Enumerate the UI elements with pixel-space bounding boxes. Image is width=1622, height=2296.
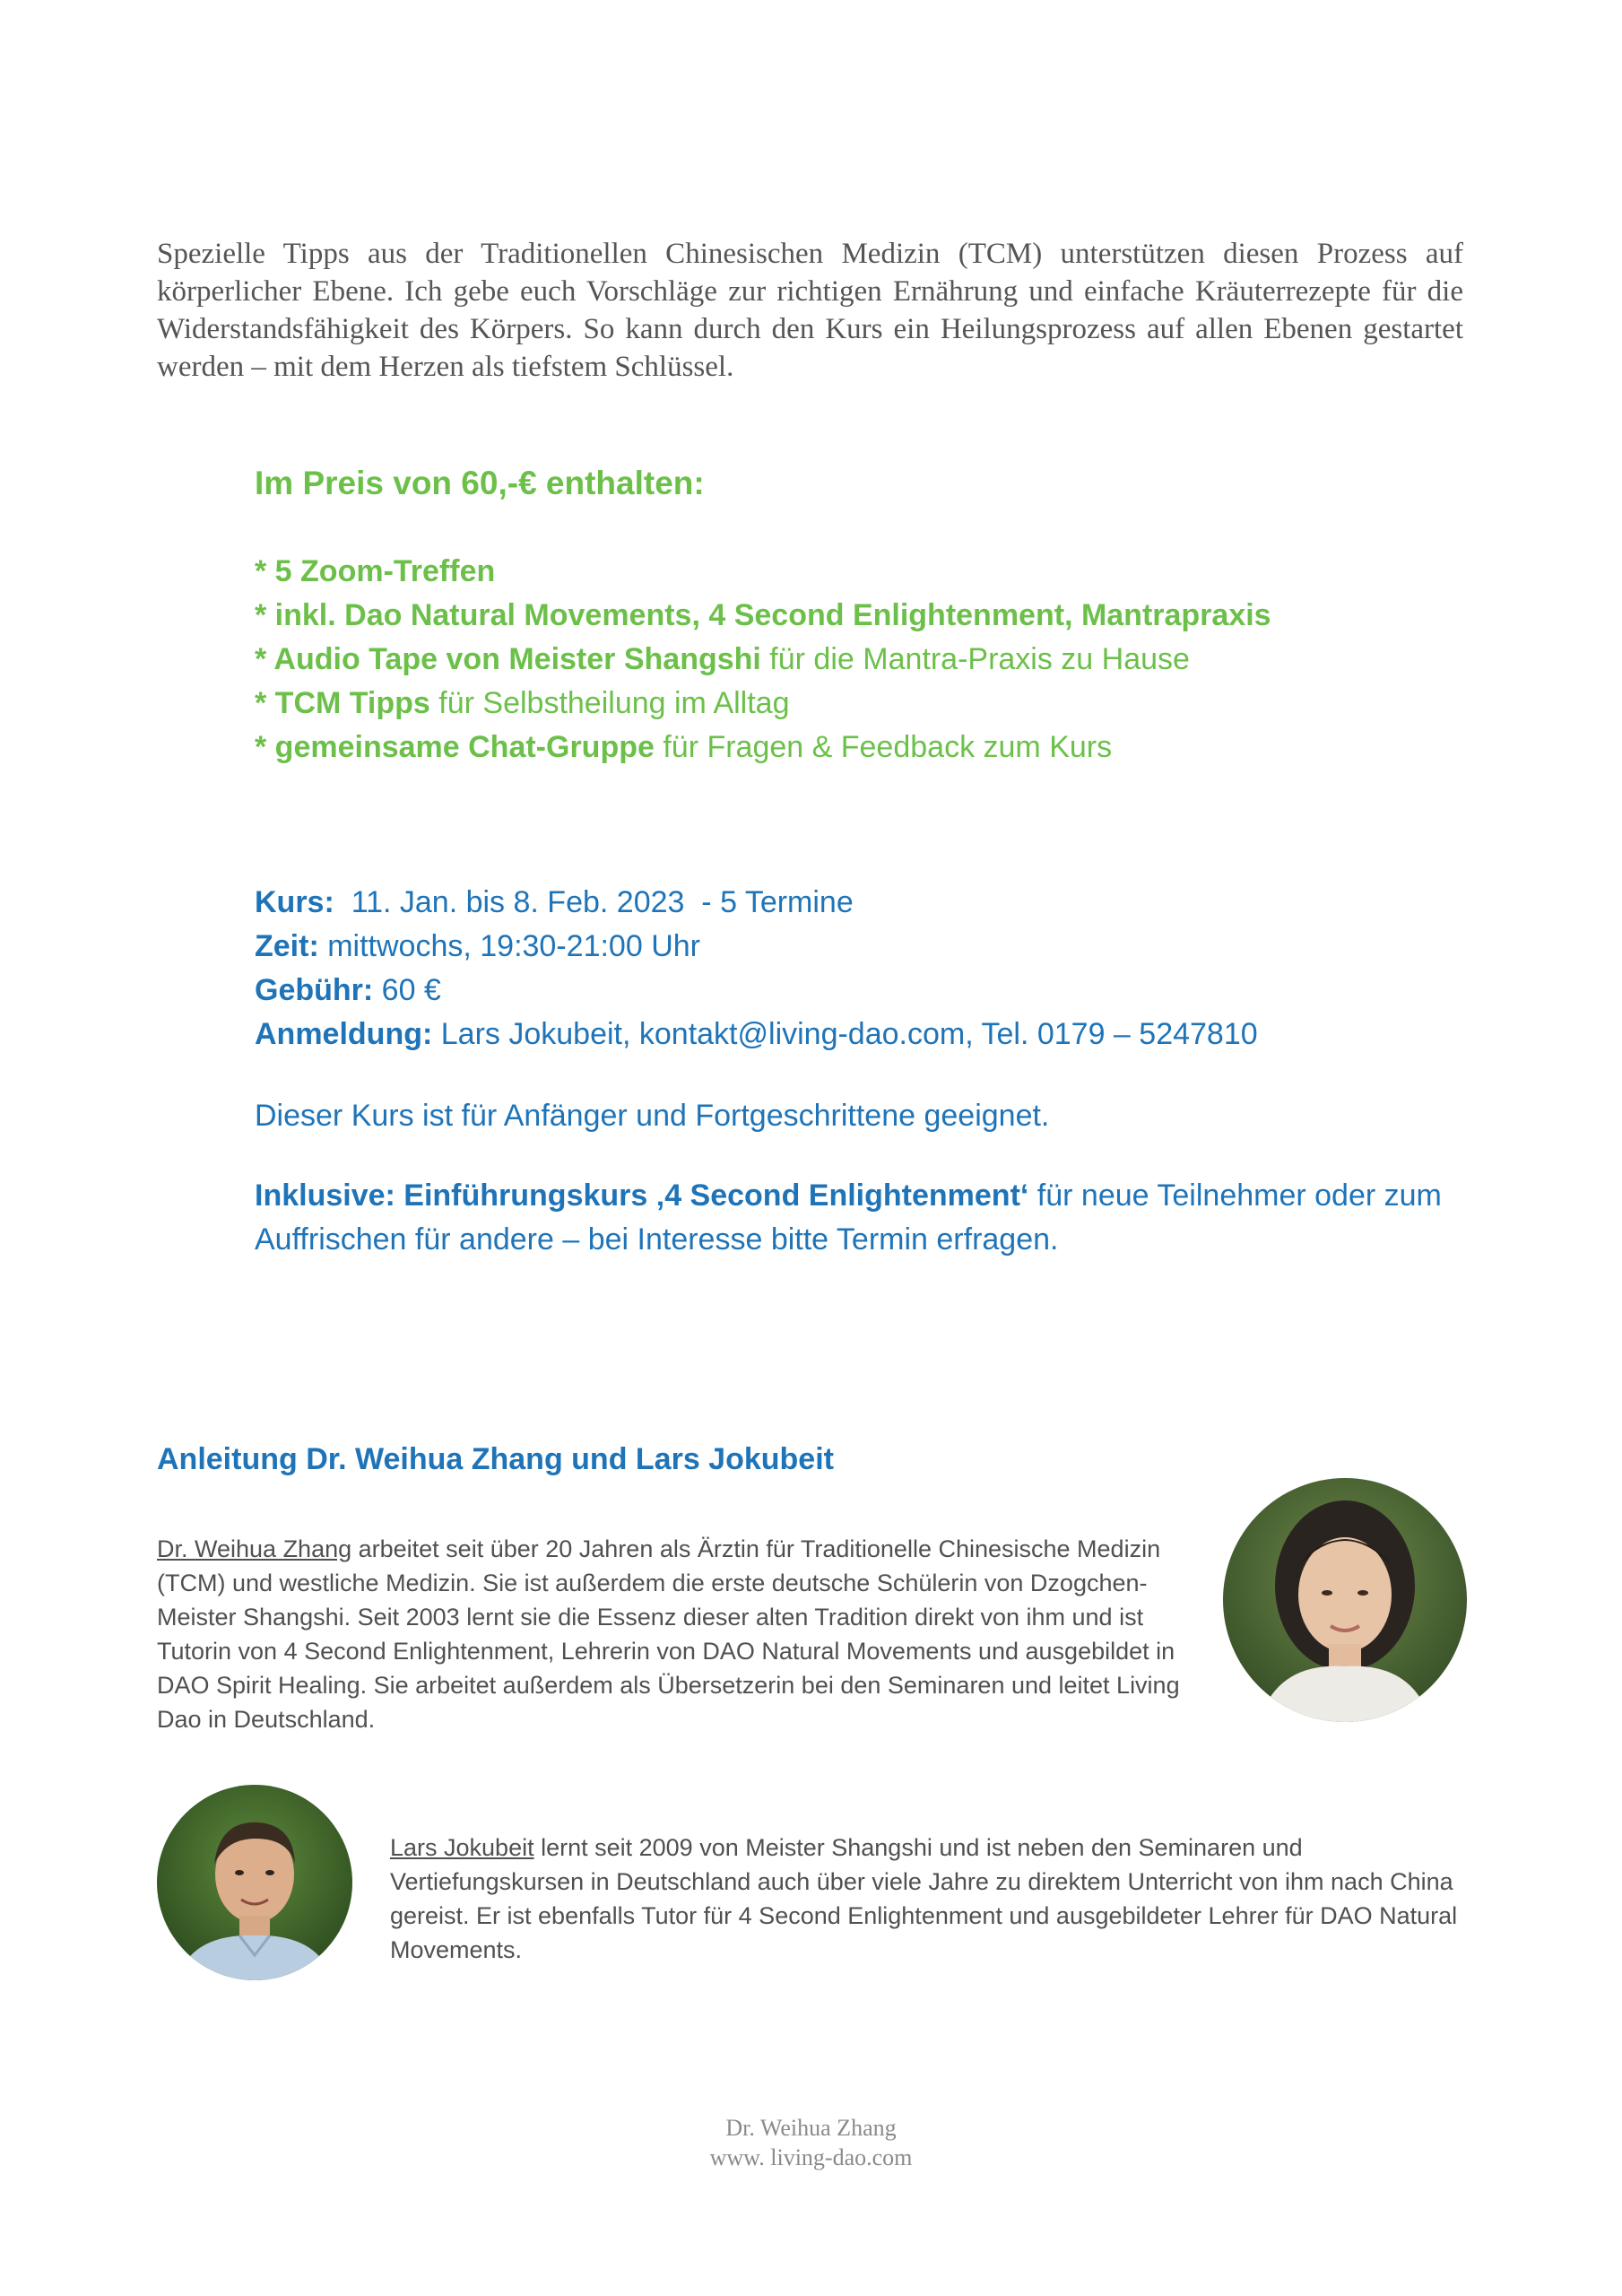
footer-name: Dr. Weihua Zhang [725, 2115, 897, 2141]
registration-label: Anmeldung: [255, 1017, 433, 1051]
course-registration [255, 1013, 1465, 1057]
price-heading: Im Preis von 60,-€ enthalten: [255, 465, 705, 501]
price-item-bold: * inkl. Dao Natural Movements, 4 Second Enlightenment, Mantrapraxis [255, 598, 1271, 632]
price-item [255, 726, 1420, 770]
price-item-text: für Selbstheilung im Alltag [429, 686, 790, 720]
time-value: mittwochs, 19:30-21:00 Uhr [318, 929, 700, 963]
price-item [255, 594, 1420, 638]
footer [0, 2113, 1622, 2172]
instructors-heading: Anleitung Dr. Weihua Zhang und Lars Jokubeit [157, 1442, 834, 1476]
portrait-woman-icon [1223, 1478, 1467, 1722]
bio-zhang [157, 1532, 1206, 1736]
lars-name-link[interactable]: Lars Jokubeit [390, 1834, 534, 1861]
price-section [255, 462, 1420, 770]
zhang-bio-text: arbeitet seit über 20 Jahren als Ärztin für Traditionelle Chinesische Medizin (TCM) und westliche Medizin. Sie ist außerdem die erste deutsche Schülerin von Dzogchen-Meister Shangshi. Seit 2003 lernt sie die Essenz dieser alten Tradition direkt von ihm und ist Tutorin von 4 Second Enlightenment, Lehrerin von DAO Natural Movements und ausgebildet in DAO Spirit Healing. Sie arbeitet außerdem als Übersetzerin bei den Seminaren und leitet Living Dao in Deutschland. [157, 1535, 1180, 1733]
intro-paragraph: Spezielle Tipps aus der Traditionellen Chinesischen Medizin (TCM) unterstützen diesen Prozess auf körperlicher Ebene. Ich gebe euch Vorschläge zur richtigen Ernährung und einfache Kräuterrezepte für die Widerstandsfähigkeit des Körpers. So kann durch den Kurs ein Heilungsprozess auf allen Ebenen gestartet werden – mit dem Herzen als tiefstem Schlüssel. [157, 238, 1463, 383]
bio-lars [390, 1831, 1466, 1967]
registration-value: Lars Jokubeit, kontakt@living-dao.com, Tel. 0179 – 5247810 [432, 1017, 1258, 1051]
course-value: 11. Jan. bis 8. Feb. 2023 - 5 Termine [334, 885, 854, 919]
avatar-zhang-photo [1223, 1478, 1467, 1722]
fee-value: 60 € [373, 973, 441, 1007]
lars-bio-text: lernt seit 2009 von Meister Shangshi und ist neben den Seminaren und Vertiefungskursen in Deutschland auch über viele Jahre zu direktem Unterricht von ihm nach China gereist. Er ist ebenfalls Tutor für 4 Second Enlightenment und ausgebildeter Lehrer für DAO Natural Movements. [390, 1834, 1458, 1963]
price-item-text: für die Mantra-Praxis zu Hause [760, 642, 1190, 676]
course-label: Kurs: [255, 885, 334, 919]
course-fee [255, 969, 1465, 1013]
inclusive-text: für neue Teilnehmer oder zum Auffrischen für andere – bei Interesse bitte Termin erfragen. [255, 1178, 1442, 1257]
price-item-bold: * TCM Tipps [255, 686, 430, 720]
avatar-lars-photo [157, 1785, 352, 1980]
price-item-bold: * gemeinsame Chat-Gruppe [255, 730, 655, 764]
course-inclusive [255, 1174, 1465, 1262]
price-item [255, 638, 1420, 682]
time-label: Zeit: [255, 929, 319, 963]
course-dates [255, 881, 1465, 925]
footer-website[interactable]: www. living-dao.com [709, 2144, 913, 2170]
portrait-man-icon [157, 1785, 352, 1980]
course-info-section [255, 881, 1465, 1262]
price-item-bold: * Audio Tape von Meister Shangshi [255, 642, 761, 676]
price-item [255, 682, 1420, 726]
price-item [255, 550, 1420, 594]
price-item-bold: * 5 Zoom-Treffen [255, 554, 496, 588]
zhang-name-link[interactable]: Dr. Weihua Zhang [157, 1535, 352, 1562]
inclusive-bold: Inklusive: Einführungskurs ‚4 Second Enlightenment‘ [255, 1178, 1029, 1213]
course-time [255, 925, 1465, 969]
price-item-text: für Fragen & Feedback zum Kurs [654, 730, 1113, 764]
course-suitability: Dieser Kurs ist für Anfänger und Fortgeschrittene geeignet. [255, 1099, 1050, 1133]
fee-label: Gebühr: [255, 973, 374, 1007]
